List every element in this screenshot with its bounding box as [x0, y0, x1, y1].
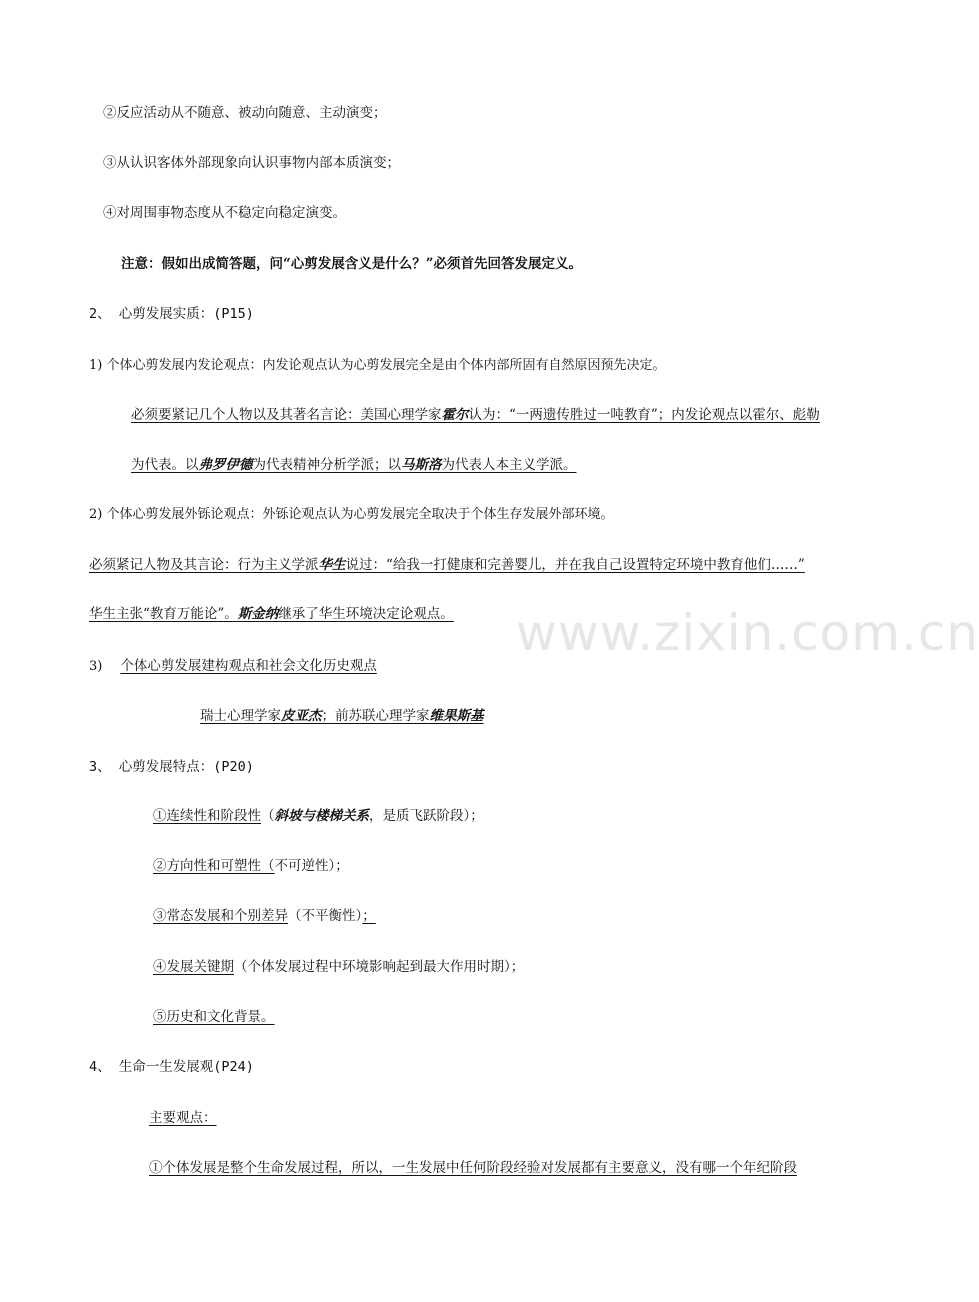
emphasis-text: 斜坡与楼梯关系: [274, 808, 369, 824]
paragraph-3a: [200, 706, 484, 726]
text-span: 认为：“一两遗传胜过一吨教育”；内发论观点以霍尔、彪勒: [468, 407, 820, 423]
text-span: 瑞士心理学家: [200, 708, 281, 724]
paragraph-2a: [89, 555, 805, 575]
text-span: 为代表精神分析学派；以: [252, 457, 401, 473]
watermark: www.zixin.com.cn: [516, 604, 979, 662]
text-span: 个体心剪发展建构观点和社会文化历史观点: [120, 658, 377, 674]
paragraph-2b: [89, 604, 454, 624]
text-span: 必须要紧记几个人物以及其著名言论：美国心理学家: [131, 407, 442, 423]
feature-3: [153, 906, 376, 926]
paragraph-2: 2) 个体心剪发展外铄论观点：外铄论观点认为心剪发展完全取决于个体生存发展外部环境。: [89, 507, 614, 522]
text-span: 继承了华生环境决定论观点。: [278, 606, 454, 622]
text-span: 为代表。以: [131, 457, 199, 473]
person-name: 霍尔: [441, 407, 469, 423]
main-points-label: 主要观点：: [149, 1110, 217, 1126]
section-heading-4: 4、 生命一生发展观(P24): [89, 1059, 254, 1075]
feature-5: [153, 1007, 275, 1027]
person-name: 皮亚杰: [281, 708, 322, 724]
feature-4: [153, 957, 524, 977]
text-span: ；前苏联心理学家: [321, 708, 430, 724]
list-item-2: ②反应活动从不随意、被动向随意、主动演变；: [103, 105, 387, 121]
text-span: ；: [362, 908, 376, 924]
text-span: ④发展关键期: [153, 959, 234, 975]
person-name: 马斯洛: [401, 457, 442, 473]
text-span: 为代表人本主义学派。: [441, 457, 577, 473]
list-item-3: ③从认识客体外部现象向认识事物内部本质演变；: [103, 155, 400, 171]
person-name: 斯金纳: [237, 606, 279, 622]
text-span: （不平衡性）: [288, 908, 363, 924]
text-span: ①连续性和阶段性: [153, 808, 261, 824]
list-item-4: ④对周围事物态度从不稳定向稳定演变。: [103, 205, 346, 221]
text-span: 说过：“给我一打健康和完善婴儿，并在我自己设置特定环境中教育他们……”: [345, 557, 805, 573]
paragraph-1a: [131, 405, 820, 425]
text-span: ②方向性和可塑性（: [153, 858, 275, 874]
section-heading-3: 3、 心剪发展特点：(P20): [89, 759, 254, 775]
feature-2: [153, 856, 349, 876]
text-span: ，是质飞跃阶段）；: [369, 808, 484, 824]
viewpoint-1: ①个体发展是整个生命发展过程，所以，一生发展中任何阶段经验对发展都有主要意义，没有哪一个年纪阶段: [149, 1160, 797, 1176]
text-span: 不可逆性）；: [274, 858, 349, 874]
note-paragraph: 注意：假如出成简答题，问“心剪发展含义是什么？”必须首先回答发展定义。: [121, 256, 583, 272]
text-span: ⑤历史和文化背景。: [153, 1009, 275, 1025]
text-span: （: [261, 808, 275, 824]
text-span: （个体发展过程中环境影响起到最大作用时期）；: [234, 959, 525, 975]
paragraph-1: 1) 个体心剪发展内发论观点：内发论观点认为心剪发展完全是由个体内部所固有自然原因预先决定。: [89, 358, 666, 373]
section-heading-2: 2、 心剪发展实质：(P15): [89, 306, 254, 322]
text-span: ③常态发展和个别差异: [153, 908, 288, 924]
person-name: 维果斯基: [429, 708, 484, 724]
person-name: 弗罗伊德: [198, 457, 253, 473]
text-span: 华生主张“教育万能论”。: [89, 606, 238, 622]
list-number: 3): [89, 659, 103, 674]
person-name: 华生: [318, 557, 346, 573]
paragraph-1b: [131, 455, 577, 475]
paragraph-3: [89, 656, 377, 677]
feature-1: [153, 806, 484, 826]
text-span: 必须紧记人物及其言论：行为主义学派: [89, 557, 319, 573]
